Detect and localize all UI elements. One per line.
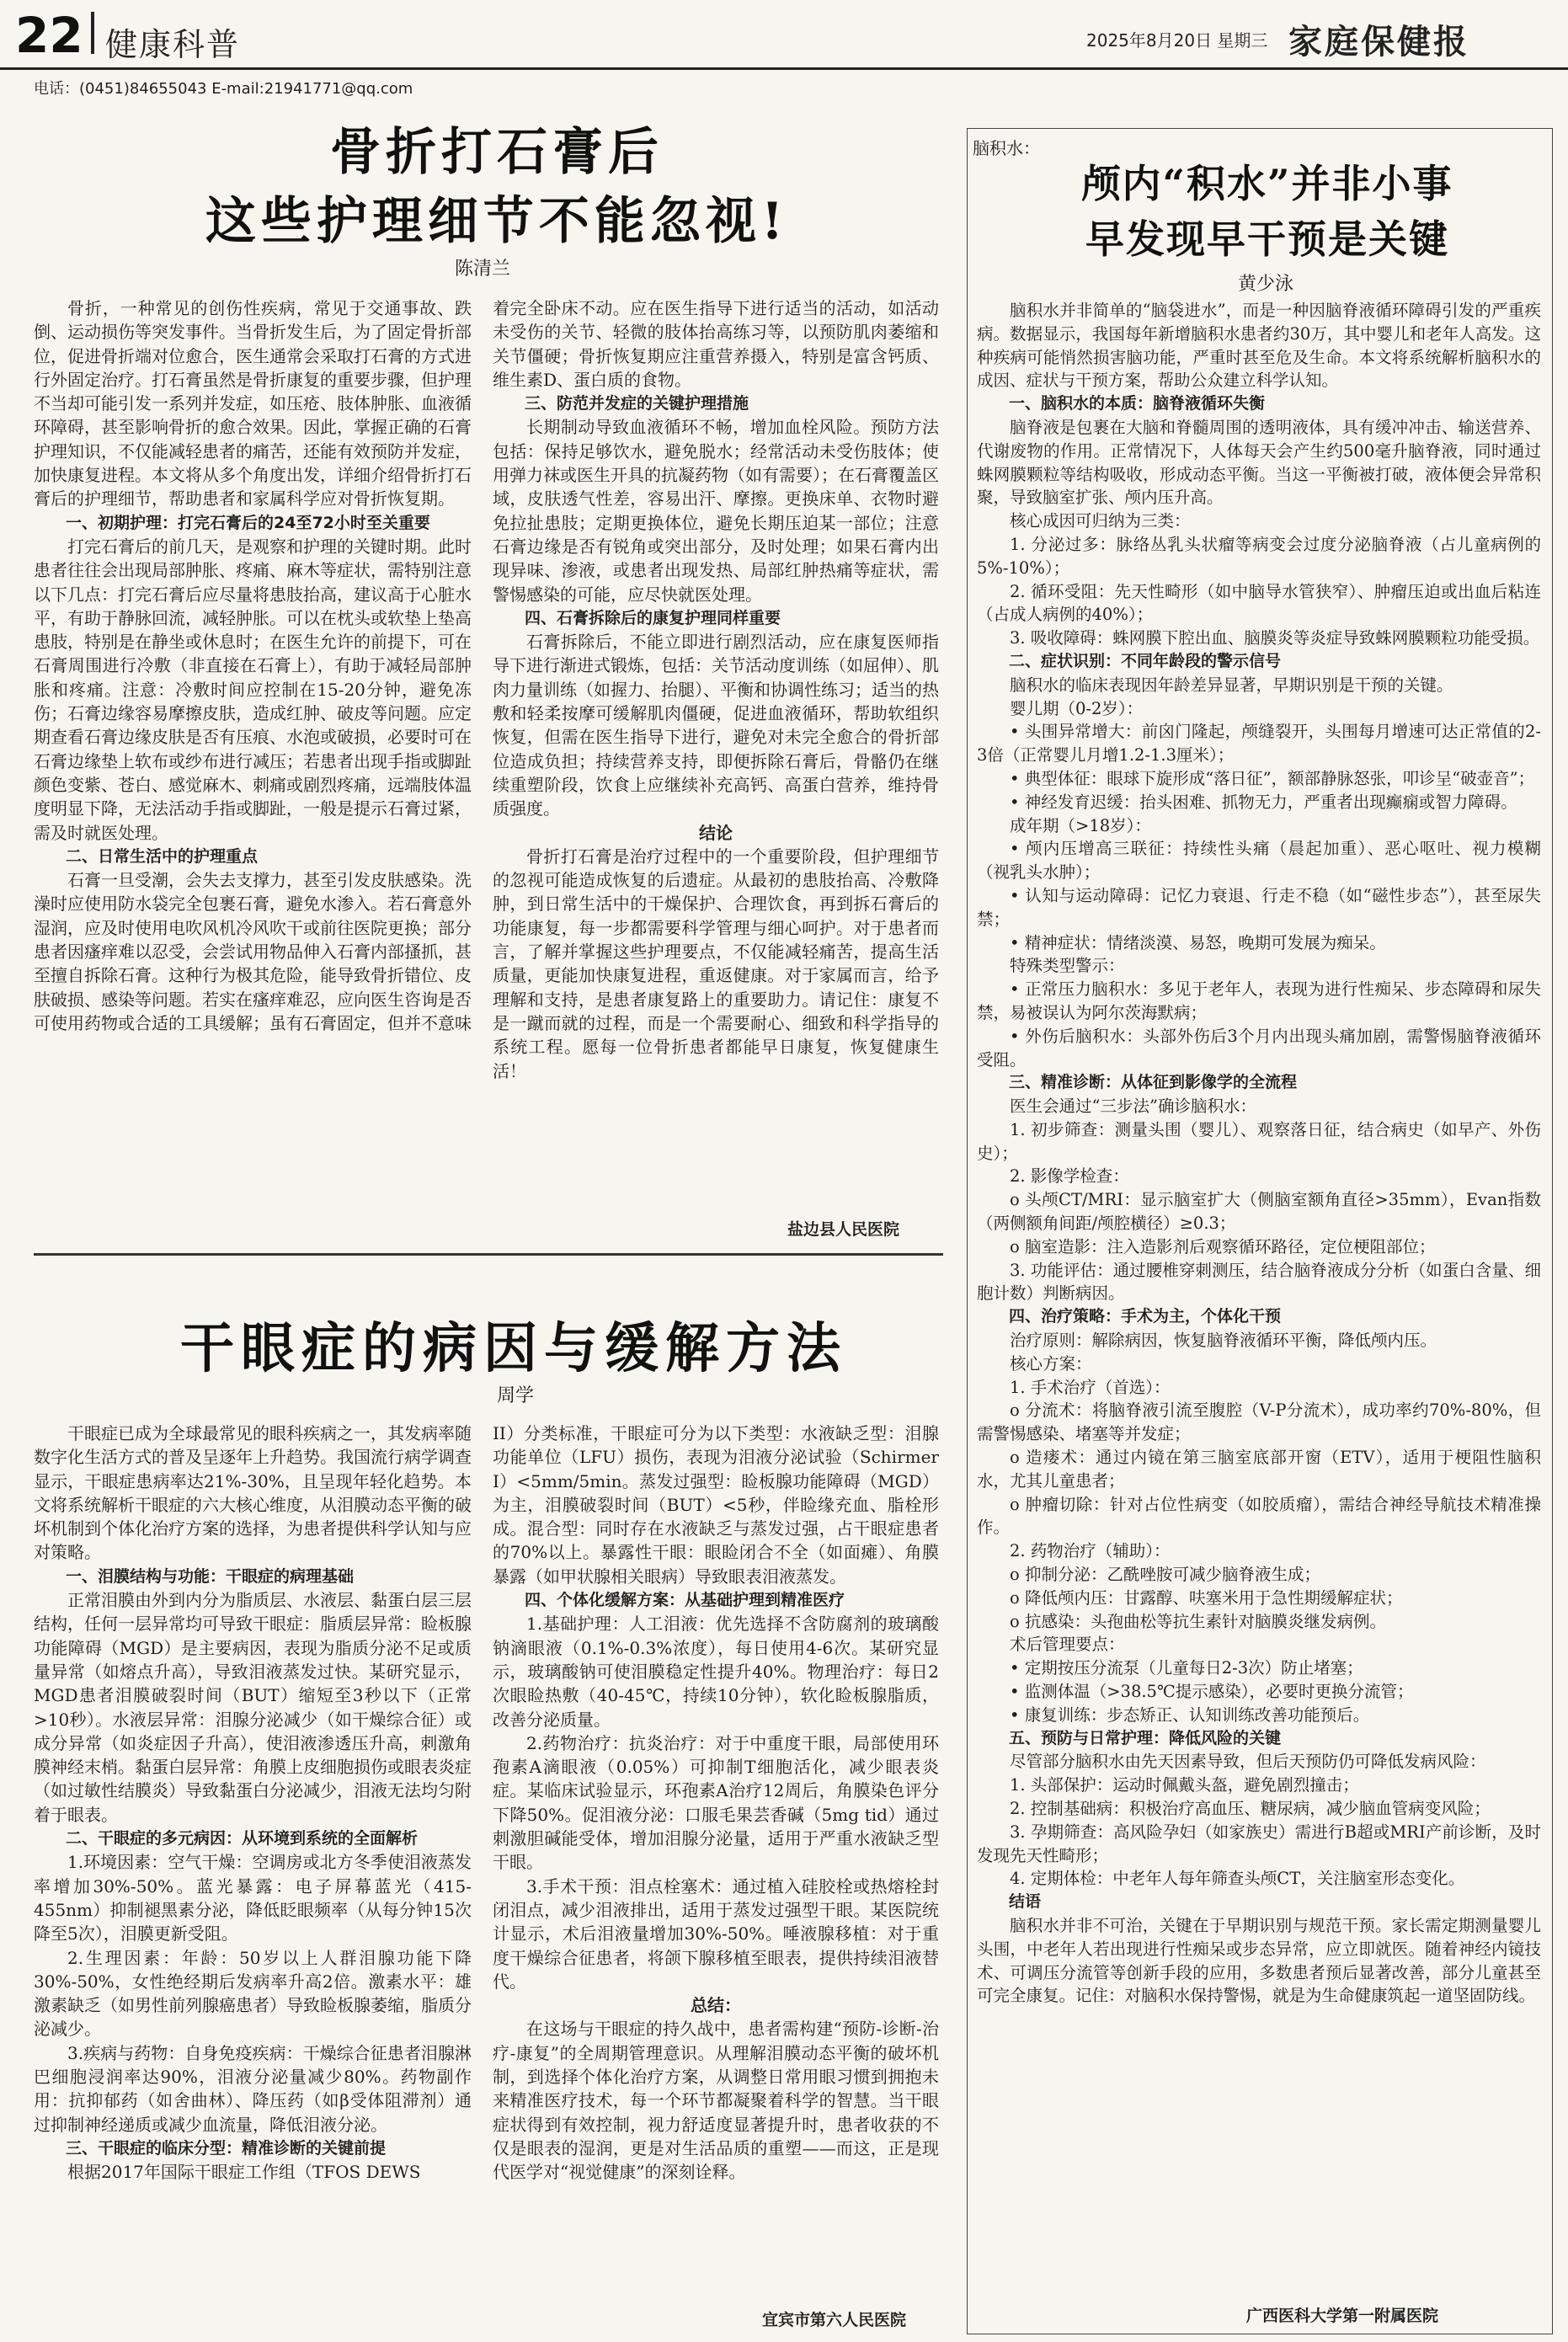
paragraph: • 正常压力脑积水：多见于老年人，表现为进行性痴呆、步态障碍和尿失禁，易被误认为阿尔茨海默病； [977, 979, 1541, 1022]
article3-body [977, 299, 1541, 2008]
paragraph: 1. 分泌过多：脉络丛乳头状瘤等病变会过度分泌脑脊液（占儿童病例的5%-10%）； [977, 534, 1541, 578]
paragraph: 尽管部分脑积水由先天因素导致，但后天预防仍可降低发病风险： [1010, 1752, 1486, 1772]
paragraph: o 肿瘤切除：针对占位性病变（如胶质瘤），需结合神经导航技术精准操作。 [977, 1494, 1541, 1538]
paragraph: 石膏一旦受潮，会失去支撑力，甚至引发皮肤感染。洗澡时应使用防水袋完全包裹石膏，避免水渗入。若石膏意外湿润，应及时使用电吹风机冷风吹干或前往医院更换；部分患者因瘙痒难以忍受，会尝试用物品伸入石膏内部搔抓，甚至擅自拆除石膏。这种行为极其危险，能导致骨折错位、皮肤破损、感染等问题。若实在瘙痒难忍，应向医生咨询是否可使用药物或合适的工具缓解；虽有石膏固定，但并不意味 [34, 870, 472, 1033]
paragraph: o 降低颅内压：甘露醇、呋塞米用于急性期缓解症状； [1010, 1587, 1403, 1608]
paragraph: 2. 药物治疗（辅助）： [1010, 1541, 1171, 1561]
paragraph: 术后管理要点： [1010, 1635, 1125, 1655]
paragraph: o 抗感染：头孢曲松等抗生素针对脑膜炎继发病例。 [1010, 1611, 1386, 1631]
paragraph: 1. 手术治疗（首选）： [1010, 1377, 1171, 1397]
paragraph: 成年期（>18岁）： [1010, 815, 1151, 835]
article1-source: 盐边县人民医院 [787, 1220, 900, 1239]
paragraph: 在这场与干眼症的持久战中，患者需构建“预防-诊断-治疗-康复”的全周期管理意识。从理解泪膜动态平衡的破坏机制，到选择个体化治疗方案，从调整日常用眼习惯到拥抱未来精准医疗技术，每一个环节都凝聚着科学的智慧。当干眼症状得到有效控制，视力舒适度显著提升时，患者收获的不仅是眼表的湿润，更是对生活品质的重塑——而这，正是现代医学对“视觉健康”的深刻诠释。 [493, 2019, 939, 2183]
paragraph: • 认知与运动障碍：记忆力衰退、行走不稳（如“磁性步态”），甚至尿失禁； [977, 885, 1541, 929]
page-number: 22 [15, 7, 83, 64]
article2-source: 宜宾市第六人民医院 [762, 2311, 907, 2329]
paragraph: • 神经发育迟缓：抬头困难、抓物无力，严重者出现癫痫或智力障碍。 [1010, 792, 1517, 812]
paragraph: 着完全卧床不动。应在医生指导下进行适当的活动，如活动未受伤的关节、轻微的肢体抬高练习等，以预防肌肉萎缩和关节僵硬；骨折恢复期应注重营养摄入，特别是富含钙质、维生素D、蛋白质的食物。 [493, 298, 939, 390]
paragraph: 核心成因可归纳为三类： [1010, 511, 1191, 531]
paragraph: • 监测体温（>38.5℃提示感染），必要时更换分流管； [1010, 1682, 1414, 1702]
paragraph: 2.生理因素：年龄：50岁以上人群泪腺功能下降30%-50%，女性绝经期后发病率升高2倍。激素水平：雄激素缺乏（如男性前列腺癌患者）导致睑板腺萎缩，脂质分泌减少。 [34, 1947, 472, 2040]
paragraph: II）分类标准，干眼症可分为以下类型：水液缺乏型：泪腺功能单位（LFU）损伤，表现为泪液分泌试验（Schirmer I）<5mm/5min。蒸发过强型：睑板腺功能障碍（MGD）为主，泪膜破裂时间（BUT）<5秒，伴睑缘充血、脂栓形成。混合型：同时存在水液缺乏与蒸发过强，占干眼症患者的70%以上。暴露性干眼：眼睑闭合不全（如面瘫）、角膜暴露（如甲状腺相关眼病）导致眼表泪液蒸发。 [493, 1423, 939, 1587]
paragraph: 3.疾病与药物：自身免疫疾病：干燥综合征患者泪腺淋巴细胞浸润率达90%，泪液分泌量减少80%。药物副作用：抗抑郁药（如舍曲林）、降压药（如β受体阻滞剂）通过抑制神经递质或减少血流量，降低泪液分泌。 [34, 2042, 472, 2135]
paragraph: 骨折打石膏是治疗过程中的一个重要阶段，但护理细节的忽视可能造成恢复的后遗症。从最初的患肢抬高、冷敷降肿，到日常生活中的干燥保护、合理饮食，再到拆石膏后的功能康复，每一步都需要科学管理与细心呵护。对于患者而言，了解并掌握这些护理要点，不仅能减轻痛苦，提高生活质量，更能加快康复进程，重返健康。对于家属而言，给予理解和支持，是患者康复路上的重要助力。请记住：康复不是一蹴而就的过程，而是一个需要耐心、细致和科学指导的系统工程。愿每一位骨折患者都能早日康复，恢复健康生活！ [493, 846, 939, 1081]
subheading: 结论 [699, 822, 733, 843]
paragraph: • 典型体征：眼球下旋形成“落日征”，额部静脉怒张，叩诊呈“破壶音”； [1010, 768, 1535, 788]
masthead-rule [0, 67, 1568, 70]
article2-author: 周学 [497, 1385, 535, 1406]
paper-name: 家庭保健报 [1288, 22, 1469, 61]
paragraph: 医生会通过“三步法”确诊脑积水： [1010, 1096, 1256, 1117]
paragraph: 特殊类型警示： [1010, 956, 1125, 976]
section-heading: 四、个体化缓解方案：从基础护理到精准医疗 [525, 1591, 845, 1610]
paragraph: 脑积水并非不可治，关键在于早期识别与规范干预。家长需定期测量婴儿头围，中老年人若出现进行性痴呆或步态异常，应立即就医。随着神经内镜技术、可调压分流管等创新手段的应用，多数患者预后显著改善，部分儿童甚至可完全康复。记住：对脑积水保持警惕，就是为生命健康筑起一道坚固防线。 [977, 1915, 1541, 2006]
issue-date: 2025年8月20日 星期三 [1086, 30, 1268, 51]
section-heading: 五、预防与日常护理：降低风险的关键 [1009, 1728, 1282, 1747]
paragraph: • 外伤后脑积水：头部外伤后3个月内出现头痛加剧，需警惕脑脊液循环受阻。 [977, 1026, 1541, 1070]
article3-kicker: 脑积水： [973, 138, 1040, 158]
paragraph: 治疗原则：解除病因，恢复脑脊液循环平衡，降低颅内压。 [1010, 1331, 1437, 1351]
paragraph: • 康复训练：步态矫正、认知训练改善功能预后。 [1010, 1704, 1370, 1725]
paragraph: 1.环境因素：空气干燥：空调房或北方冬季使泪液蒸发率增加30%-50%。蓝光暴露：电子屏幕蓝光（415-455nm）抑制褪黑素分泌，降低眨眼频率（从每分钟15次降至5次），泪膜更新受阻。 [34, 1852, 472, 1945]
section-heading: 三、干眼症的临床分型：精准诊断的关键前提 [66, 2138, 387, 2158]
article-divider [34, 1253, 943, 1256]
section-heading: 三、精准诊断：从体征到影像学的全流程 [1009, 1073, 1298, 1092]
section-name: 健康科普 [105, 26, 241, 63]
paragraph: o 抑制分泌：乙酰唑胺可减少脑脊液生成； [1010, 1565, 1320, 1585]
paragraph: • 定期按压分流泵（儿童每日2-3次）防止堵塞； [1010, 1658, 1363, 1678]
article2-title: 干眼症的病因与缓解方法 [180, 1317, 847, 1380]
article1-title-line2: 这些护理细节不能忽视! [205, 192, 789, 251]
subheading: 总结： [691, 1995, 741, 2016]
paragraph: 2. 循环受阻：先天性畸形（如中脑导水管狭窄）、肿瘤压迫或出血后粘连（占成人病例的40%）； [977, 581, 1541, 625]
paragraph: 3. 吸收障碍：蛛网膜下腔出血、脑膜炎等炎症导致蛛网膜颗粒功能受损。 [1010, 628, 1540, 648]
article1-title-line1: 骨折打石膏后 [330, 123, 664, 182]
section-heading: 二、日常生活中的护理重点 [66, 846, 259, 866]
section-heading: 三、防范并发症的关键护理措施 [525, 394, 749, 413]
paragraph: 4. 定期体检：中老年人每年筛查头颅CT，关注脑室形态变化。 [1010, 1869, 1465, 1889]
paragraph: 3.手术干预：泪点栓塞术：通过植入硅胶栓或热熔栓封闭泪点，减少泪液排出，适用于蒸发过强型干眼。某医院统计显示，术后泪液量增加30%-50%。唾液腺移植：对于重度干燥综合征患者，将颌下腺移植至眼表，提供持续泪液替代。 [493, 1875, 939, 1992]
section-heading: 结语 [1009, 1892, 1042, 1912]
paragraph: 脑脊液是包裹在大脑和脊髓周围的透明液体，具有缓冲冲击、输送营养、代谢废物的作用。正常情况下，人体每天会产生约500毫升脑脊液，同时通过蛛网膜颗粒等结构吸收，形成动态平衡。当这一平衡被打破，液体便会异常积聚，导致脑室扩张、颅内压升高。 [977, 417, 1541, 508]
paragraph: 骨折，一种常见的创伤性疾病，常见于交通事故、跌倒、运动损伤等突发事件。当骨折发生后，为了固定骨折部位，促进骨折端对位愈合，医生通常会采取打石膏的方式进行外固定治疗。打石膏虽然是骨折康复的重要步骤，但护理不当却可能引发一系列并发症，如压疮、肢体肿胀、血液循环障碍，甚至影响骨折的愈合效果。因此，掌握正确的石膏护理知识，不仅能减轻患者的痛苦，还能有效预防并发症，加快康复进程。本文将从多个角度出发，详细介绍骨折打石膏后的护理细节，帮助患者和家属科学应对骨折恢复期。 [34, 298, 472, 509]
paragraph: 婴儿期（0-2岁）： [1010, 698, 1144, 718]
paragraph: 3. 功能评估：通过腰椎穿刺测压，结合脑脊液成分分析（如蛋白含量、细胞计数）判断病因。 [977, 1260, 1541, 1304]
section-heading: 一、初期护理：打完石膏后的24至72小时至关重要 [66, 513, 430, 532]
paragraph: 2. 控制基础病：积极治疗高血压、糖尿病，减少脑血管病变风险； [1010, 1799, 1491, 1818]
article1-column-1 [34, 296, 472, 1035]
paragraph: 3. 孕期筛查：高风险孕妇（如家族史）需进行B超或MRI产前诊断，及时发现先天性畸形； [977, 1822, 1541, 1865]
article3-title-line1: 颅内“积水”并非小事 [1081, 161, 1453, 206]
contact-line: 电话：(0451)84655043 E-mail:21941771@qq.com [34, 80, 413, 98]
paragraph: 1. 头部保护：运动时佩戴头盔，避免剧烈撞击； [1010, 1775, 1359, 1795]
paragraph: • 头围异常增大：前囟门隆起，颅缝裂开，头围每月增速可达正常值的2-3倍（正常婴儿月增1.2-1.3厘米）； [977, 722, 1541, 766]
paragraph: 脑积水并非简单的“脑袋进水”，而是一种因脑脊液循环障碍引发的严重疾病。数据显示，我国每年新增脑积水患者约30万，其中婴儿和老年人高发。这种疾病可能悄然损害脑功能，严重时甚至危及生命。本文将系统解析脑积水的成因、症状与干预方案，帮助公众建立科学认知。 [977, 301, 1541, 391]
paragraph: 2. 影像学检查： [1010, 1166, 1129, 1187]
article1-title [152, 118, 842, 256]
section-heading: 四、治疗策略：手术为主，个体化干预 [1009, 1307, 1282, 1326]
paragraph: 打完石膏后的前几天，是观察和护理的关键时期。此时患者往往会出现局部肿胀、疼痛、麻木等症状，需特别注意以下几点：打完石膏后应尽量将患肢抬高，建议高于心脏水平，有助于静脉回流，减轻肿胀。可以在枕头或软垫上垫高患肢，特别是在静坐或休息时；在医生允许的前提下，可在石膏周围进行冷敷（非直接在石膏上），有助于减轻局部肿胀和疼痛。注意：冷敷时间应控制在15-20分钟，避免冻伤；石膏边缘容易摩擦皮肤，造成红肿、破皮等问题。应定期查看石膏边缘皮肤是否有压痕、水泡或破损，必要时可在石膏边缘垫上软布或纱布进行减压；若患者出现手指或脚趾颜色变紫、苍白、感觉麻木、刺痛或剧烈疼痛，远端肢体温度明显下降，无法活动手指或脚趾，一般是提示石膏过紧，需及时就医处理。 [34, 536, 472, 843]
section-heading: 四、石膏拆除后的康复护理同样重要 [525, 608, 781, 627]
masthead-divider [91, 12, 94, 54]
paragraph: 根据2017年国际干眼症工作组（TFOS DEWS [67, 2162, 421, 2183]
article3-title-line2: 早发现早干预是关键 [1085, 216, 1449, 262]
paragraph: 1. 初步筛查：测量头围（婴儿）、观察落日征，结合病史（如早产、外伤史）； [977, 1119, 1541, 1163]
paragraph: 核心方案： [1010, 1353, 1092, 1374]
paragraph: • 颅内压增高三联征：持续性头痛（晨起加重）、恶心呕吐、视力模糊（视乳头水肿）； [977, 839, 1541, 883]
article1-author: 陈清兰 [455, 259, 511, 280]
paragraph: 干眼症已成为全球最常见的眼科疾病之一，其发病率随数字化生活方式的普及呈逐年上升趋势。我国流行病学调查显示，干眼症患病率达21%-30%，且呈现年轻化趋势。本文将系统解析干眼症的六大核心维度，从泪膜动态平衡的破坏机制到个体化治疗方案的选择，为患者提供科学认知与应对策略。 [34, 1423, 472, 1563]
paragraph: • 精神症状：情绪淡漠、易怒，晚期可发展为痴呆。 [1010, 932, 1386, 952]
paragraph: o 脑室造影：注入造影剂后观察循环路径，定位梗阻部位； [1010, 1236, 1436, 1256]
paragraph: 脑积水的临床表现因年龄差异显著，早期识别是干预的关键。 [1010, 675, 1453, 695]
article3-title [989, 156, 1545, 267]
paragraph: 1.基础护理：人工泪液：优先选择不含防腐剂的玻璃酸钠滴眼液（0.1%-0.3%浓度），每日使用4-6次。某研究显示，玻璃酸钠可使泪膜稳定性提升40%。物理治疗：每日2次眼睑热敷（40-45℃，持续10分钟），软化睑板腺脂质，改善分泌质量。 [493, 1614, 939, 1730]
paragraph: o 分流术：将脑脊液引流至腹腔（V-P分流术），成功率约70%-80%，但需警惕感染、堵塞等并发症； [977, 1400, 1541, 1444]
paragraph: 长期制动导致血液循环不畅，增加血栓风险。预防方法包括：保持足够饮水，避免脱水；经常活动未受伤肢体；使用弹力袜或医生开具的抗凝药物（如有需要）；在石膏覆盖区域，皮肤透气性差，容易出汗、摩擦。更换床单、衣物时避免拉扯患肢；定期更换体位，避免长期压迫某一部位；注意石膏边缘是否有锐角或突出部分，及时处理；如果石膏内出现异味、渗液，或患者出现发热、局部红肿热痛等症状，需警惕感染的可能，应尽快就医处理。 [493, 417, 939, 605]
article2-column-1 [34, 1422, 472, 2185]
paragraph: 石膏拆除后，不能立即进行剧烈活动，应在康复医师指导下进行渐进式锻炼，包括：关节活动度训练（如屈伸）、肌肉力量训练（如握力、抬腿）、平衡和协调性练习；适当的热敷和轻柔按摩可缓解肌肉僵硬，促进血液循环，帮助软组织恢复，但需在医生指导下进行，避免对未完全愈合的骨折部位造成负担；持续营养支持，即便拆除石膏后，骨骼仍在继续重塑阶段，饮食上应继续补充高钙、高蛋白营养，维持骨质强度。 [493, 632, 939, 819]
article3-source: 广西医科大学第一附属医院 [1246, 2307, 1439, 2325]
article1-column-2 [493, 296, 939, 1083]
article2-column-2 [493, 1422, 939, 2185]
section-heading: 二、症状识别：不同年龄段的警示信号 [1009, 651, 1282, 670]
paragraph: o 造瘘术：通过内镜在第三脑室底部开窗（ETV），适用于梗阻性脑积水，尤其儿童患者； [977, 1448, 1541, 1491]
section-heading: 二、干眼症的多元病因：从环境到系统的全面解析 [66, 1829, 419, 1849]
paragraph: 正常泪膜由外到内分为脂质层、水液层、黏蛋白层三层结构，任何一层异常均可导致干眼症：脂质层异常：睑板腺功能障碍（MGD）是主要病因，表现为脂质分泌不足或质量异常（如熔点升高），导致泪液蒸发过快。某研究显示，MGD患者泪膜破裂时间（BUT）缩短至3秒以下（正常>10秒）。水液层异常：泪腺分泌减少（如干燥综合征）或成分异常（如炎症因子升高），使泪液渗透压升高，刺激角膜神经末梢。黏蛋白层异常：角膜上皮细胞损伤或眼表炎症（如过敏性结膜炎）导致黏蛋白分泌减少，泪液无法均匀附着于眼表。 [34, 1590, 472, 1825]
paragraph: 2.药物治疗：抗炎治疗：对于中重度干眼，局部使用环孢素A滴眼液（0.05%）可抑制T细胞活化，减少眼表炎症。某临床试验显示，环孢素A治疗12周后，角膜染色评分下降50%。促泪液分泌：口服毛果芸香碱（5mg tid）通过刺激胆碱能受体，增加泪腺分泌量，适用于严重水液缺乏型干眼。 [493, 1732, 939, 1873]
article3-author: 黄少泳 [1238, 274, 1294, 295]
section-heading: 一、脑积水的本质：脑脊液循环失衡 [1009, 394, 1266, 413]
paragraph: o 头颅CT/MRI：显示脑室扩大（侧脑室额角直径>35mm），Evan指数（两侧额角间距/颅腔横径）≥0.3； [977, 1190, 1541, 1234]
section-heading: 一、泪膜结构与功能：干眼症的病理基础 [66, 1566, 355, 1586]
